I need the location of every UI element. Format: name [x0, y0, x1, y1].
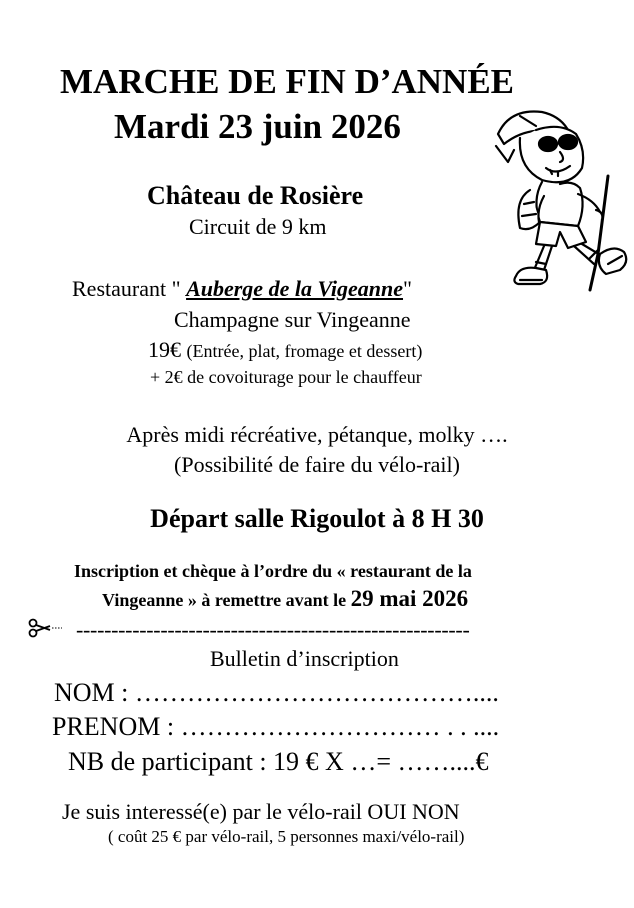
registration-line-1: Inscription et chèque à l’ordre du « restaurant de la	[74, 561, 472, 581]
event-title: MARCHE DE FIN D’ANNÉE	[60, 62, 515, 101]
prenom-field[interactable]: PRENOM : ………………………… . . ....	[52, 712, 500, 741]
restaurant-prefix: Restaurant "	[72, 276, 187, 301]
hiker-illustration	[490, 104, 634, 294]
carpool-note: + 2€ de covoiturage pour le chauffeur	[150, 367, 422, 387]
participants-field[interactable]: NB de participant : 19 € X …= ……....€	[68, 747, 489, 776]
circuit-distance: Circuit de 9 km	[189, 214, 327, 239]
registration-text: Vingeanne » à remettre avant le	[102, 590, 351, 610]
form-heading: Bulletin d’inscription	[210, 646, 399, 671]
departure-info: Départ salle Rigoulot à 8 H 30	[150, 504, 484, 533]
event-location: Château de Rosière	[147, 181, 364, 210]
scissors-icon	[28, 618, 62, 638]
nom-field[interactable]: NOM : …………………………………....	[54, 678, 499, 707]
velo-rail-note: (Possibilité de faire du vélo-rail)	[174, 452, 460, 477]
restaurant-name: Auberge de la Vigeanne	[186, 276, 404, 301]
meal-price: 19€	[148, 337, 181, 362]
event-date: Mardi 23 juin 2026	[114, 107, 401, 146]
price-line	[148, 339, 422, 361]
velo-rail-interest[interactable]: Je suis interessé(e) par le vélo-rail OUI NON	[62, 799, 460, 824]
restaurant-suffix: "	[403, 276, 412, 301]
activities: Après midi récréative, pétanque, molky ….	[126, 422, 508, 447]
registration-line-2	[102, 587, 468, 610]
restaurant-town: Champagne sur Vingeanne	[174, 307, 411, 332]
meal-menu: (Entrée, plat, fromage et dessert)	[186, 341, 423, 361]
restaurant-line	[72, 278, 412, 300]
cut-line: --------------------------------------------------------	[76, 617, 470, 642]
registration-deadline: 29 mai 2026	[350, 586, 469, 611]
velo-rail-cost-note: ( coût 25 € par vélo-rail, 5 personnes maxi/vélo-rail)	[108, 827, 465, 846]
